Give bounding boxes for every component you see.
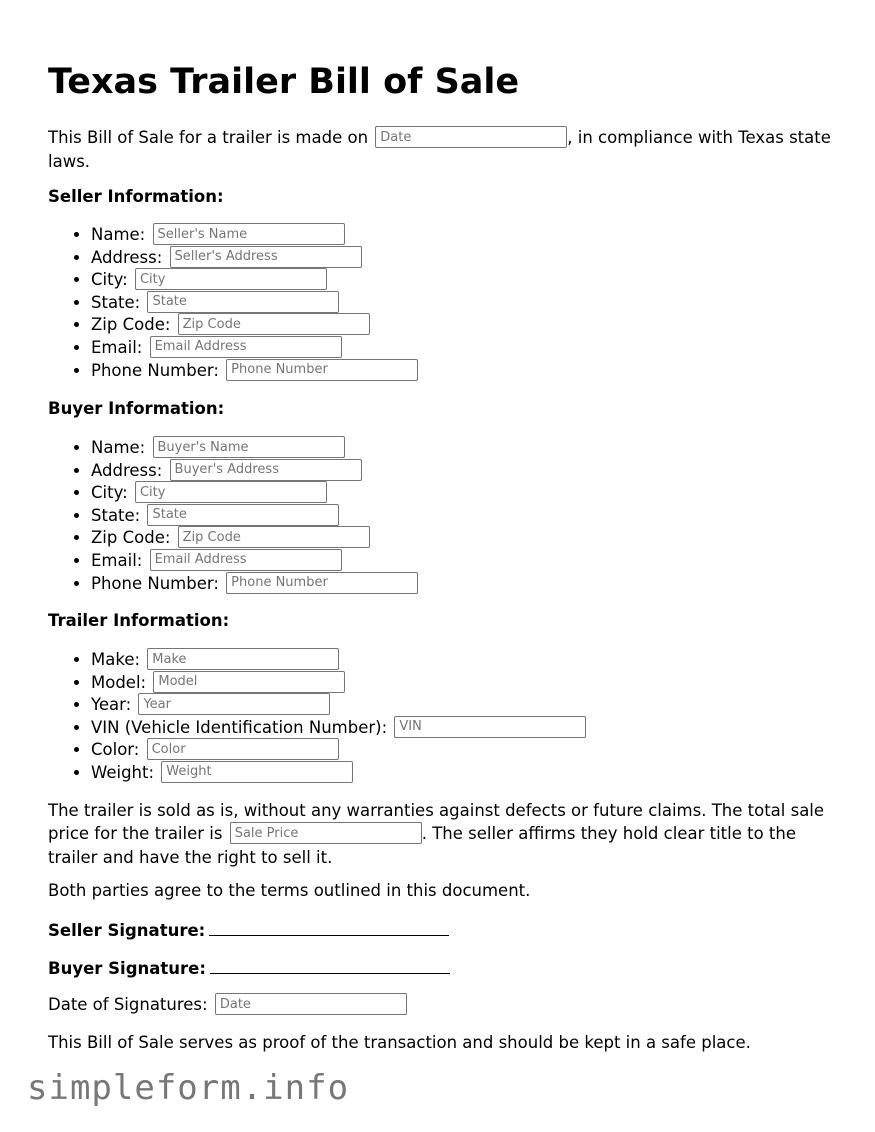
seller-state-input[interactable] — [147, 291, 339, 313]
buyer-email-item — [91, 549, 418, 572]
terms-paragraph — [48, 800, 838, 869]
buyer-email-input[interactable] — [150, 549, 342, 571]
trailer-fields-list — [48, 648, 586, 784]
buyer-state-label: State: — [91, 505, 141, 525]
buyer-city-item — [91, 481, 418, 504]
trailer-color-input[interactable] — [147, 738, 339, 760]
sale-price-input[interactable] — [230, 822, 422, 844]
buyer-email-label: Email: — [91, 550, 143, 570]
seller-name-label: Name: — [91, 225, 146, 244]
signature-date-label: Date of Signatures: — [48, 995, 208, 1014]
trailer-model-input[interactable] — [153, 671, 345, 693]
buyer-city-input[interactable] — [135, 481, 327, 503]
seller-signature-label: Seller Signature: — [48, 921, 206, 940]
trailer-color-label: Color: — [91, 740, 140, 760]
buyer-fields-list — [48, 436, 418, 594]
closing-text: This Bill of Sale serves as proof of the transaction and should be kept in a safe place. — [48, 1033, 751, 1052]
agreement-text: Both parties agree to the terms outlined in this document. — [48, 881, 531, 900]
seller-phone-item — [91, 359, 418, 382]
seller-zip-input[interactable] — [178, 313, 370, 335]
seller-signature — [48, 918, 449, 942]
seller-address-input[interactable] — [170, 246, 362, 268]
trailer-vin-item — [91, 716, 586, 739]
trailer-heading: Trailer Information: — [48, 611, 230, 630]
buyer-state-input[interactable] — [147, 504, 339, 526]
signature-date-input[interactable] — [215, 993, 407, 1015]
seller-state-label: State: — [91, 292, 141, 312]
terms-text-before: The trailer is sold as is, without any warranties against defects or future claims. The total sale price for the trailer is — [48, 801, 825, 843]
trailer-year-item — [91, 693, 586, 716]
trailer-make-item — [91, 648, 586, 671]
buyer-city-label: City: — [91, 483, 128, 503]
seller-fields-list — [48, 223, 418, 381]
trailer-year-label: Year: — [91, 695, 132, 715]
watermark: simpleform.info — [27, 1068, 350, 1108]
trailer-model-item — [91, 671, 586, 694]
buyer-signature-line[interactable] — [210, 956, 450, 974]
buyer-zip-input[interactable] — [178, 526, 370, 548]
buyer-state-item — [91, 504, 418, 527]
trailer-weight-input[interactable] — [161, 761, 353, 783]
buyer-signature-label: Buyer Signature: — [48, 959, 206, 978]
seller-city-label: City: — [91, 270, 128, 290]
trailer-weight-item — [91, 761, 586, 784]
seller-address-item — [91, 246, 418, 269]
seller-phone-label: Phone Number: — [91, 360, 219, 380]
buyer-signature — [48, 956, 450, 980]
buyer-address-item — [91, 459, 418, 482]
seller-email-input[interactable] — [150, 336, 342, 358]
trailer-year-input[interactable] — [138, 693, 330, 715]
seller-city-item — [91, 268, 418, 291]
seller-city-input[interactable] — [135, 268, 327, 290]
seller-email-item — [91, 336, 418, 359]
buyer-heading: Buyer Information: — [48, 399, 225, 418]
buyer-zip-item — [91, 526, 418, 549]
buyer-address-label: Address: — [91, 460, 163, 480]
intro-paragraph — [48, 126, 838, 173]
trailer-weight-label: Weight: — [91, 762, 155, 782]
buyer-zip-label: Zip Code: — [91, 528, 171, 548]
buyer-name-item — [91, 436, 418, 459]
buyer-name-input[interactable] — [153, 436, 345, 458]
intro-text-after: , in compliance with Texas state laws. — [48, 128, 831, 171]
seller-zip-label: Zip Code: — [91, 315, 171, 335]
seller-state-item — [91, 291, 418, 314]
seller-name-item — [91, 223, 418, 246]
buyer-phone-item — [91, 572, 418, 595]
seller-name-input[interactable] — [153, 223, 345, 245]
sale-date-input[interactable] — [375, 126, 567, 148]
trailer-vin-input[interactable] — [394, 716, 586, 738]
trailer-color-item — [91, 738, 586, 761]
intro-text-before: This Bill of Sale for a trailer is made on — [48, 128, 374, 147]
trailer-model-label: Model: — [91, 672, 147, 692]
page-title: Texas Trailer Bill of Sale — [48, 62, 520, 102]
terms-text-after: . The seller affirms they hold clear title to the trailer and have the right to sell it. — [48, 824, 796, 867]
seller-zip-item — [91, 313, 418, 336]
trailer-vin-label: VIN (Vehicle Identification Number): — [91, 717, 388, 737]
trailer-make-input[interactable] — [147, 648, 339, 670]
buyer-phone-label: Phone Number: — [91, 573, 219, 593]
buyer-address-input[interactable] — [170, 459, 362, 481]
buyer-phone-input[interactable] — [226, 572, 418, 594]
seller-heading: Seller Information: — [48, 187, 224, 206]
buyer-name-label: Name: — [91, 438, 146, 457]
seller-signature-line[interactable] — [209, 918, 449, 936]
signature-date-row — [48, 993, 838, 1018]
trailer-make-label: Make: — [91, 650, 141, 669]
seller-address-label: Address: — [91, 247, 163, 267]
seller-email-label: Email: — [91, 337, 143, 357]
seller-phone-input[interactable] — [226, 359, 418, 381]
